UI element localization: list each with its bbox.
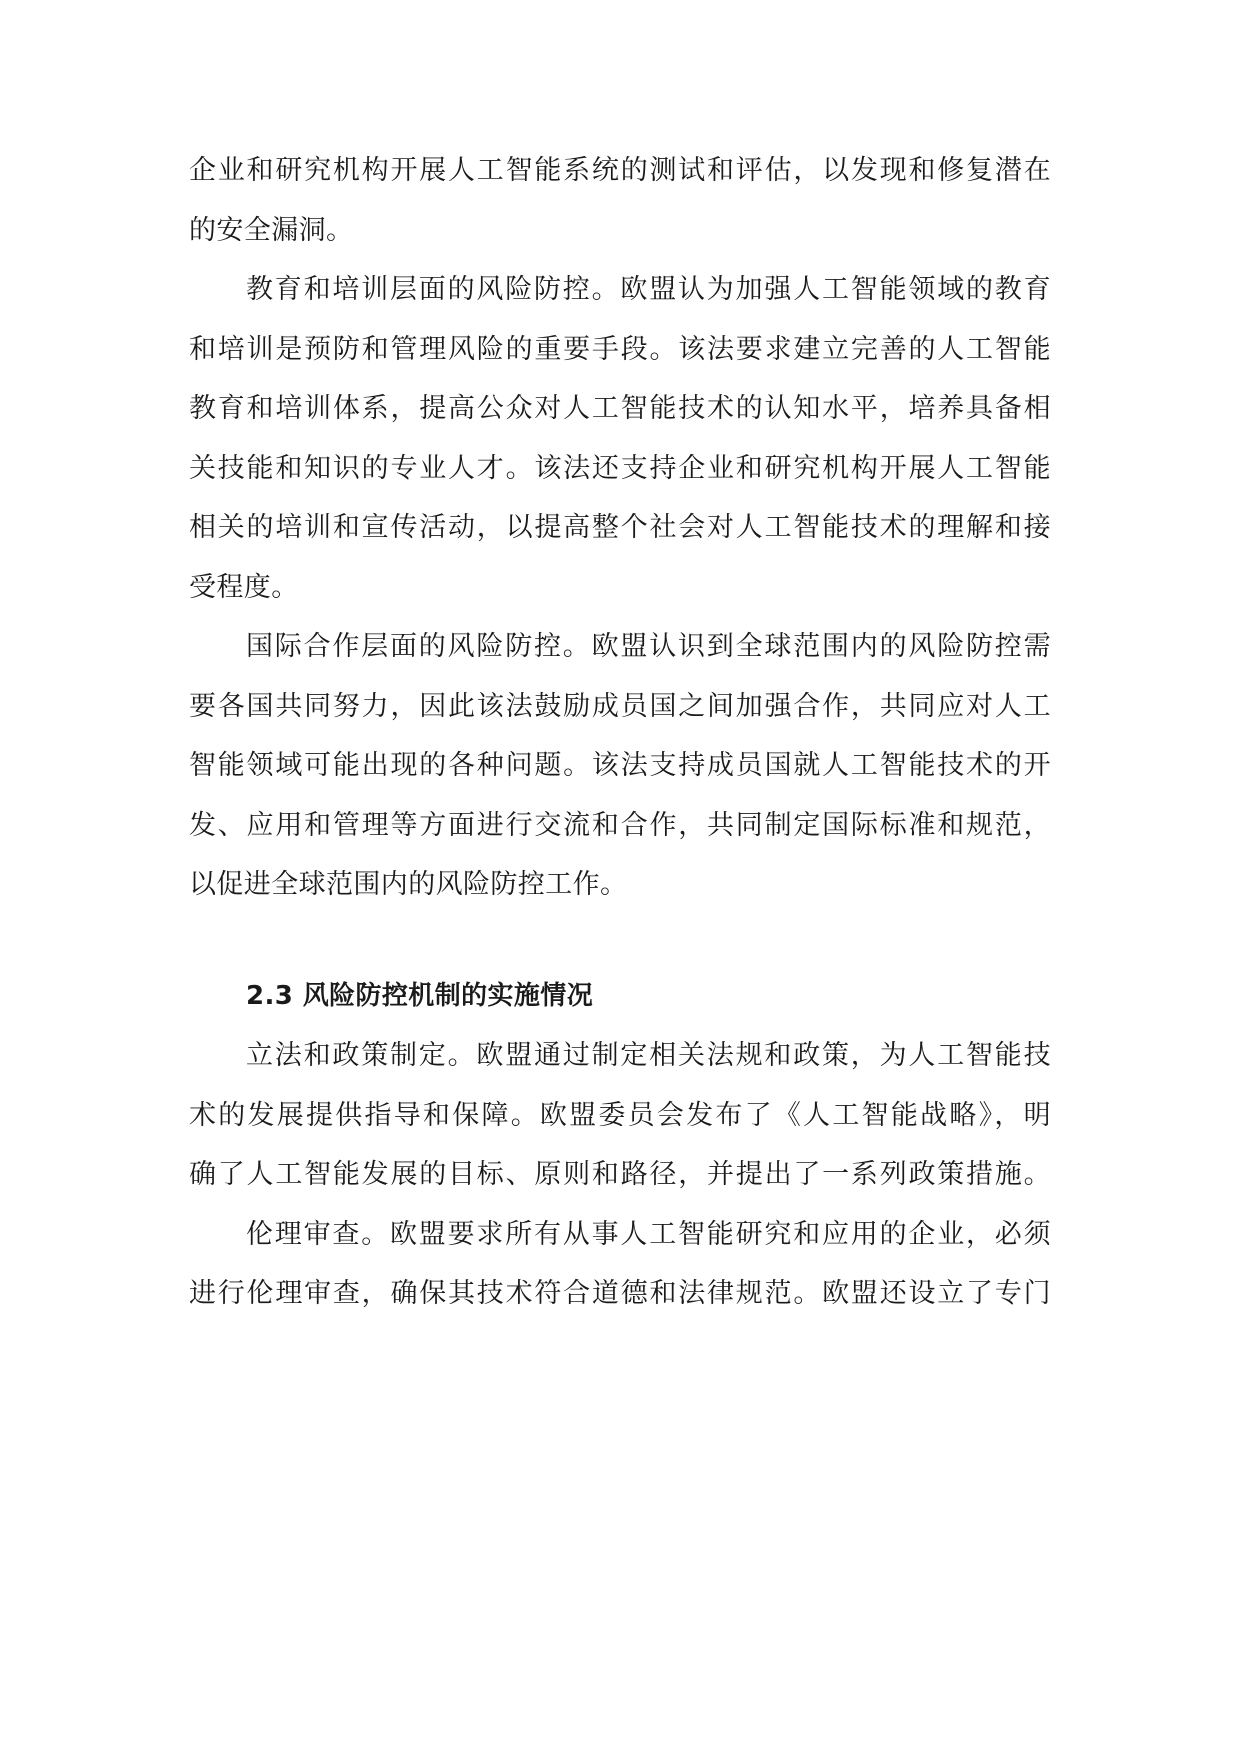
paragraph-testing-evaluation [189, 141, 1051, 260]
text-line: 教育和培训体系，提高公众对人工智能技术的认知水平，培养具备相 [189, 393, 1051, 424]
text-line: 企业和研究机构开展人工智能系统的测试和评估，以发现和修复潜在 [189, 155, 1051, 186]
paragraph-legislation-policy [189, 1026, 1051, 1205]
text-line: 相关的培训和宣传活动，以提高整个社会对人工智能技术的理解和接 [189, 512, 1051, 543]
paragraph-international-cooperation [189, 617, 1051, 915]
text-line: 的安全漏洞。 [189, 214, 354, 246]
text-line: 智能领域可能出现的各种问题。该法支持成员国就人工智能技术的开 [189, 750, 1051, 781]
text-line: 关技能和知识的专业人才。该法还支持企业和研究机构开展人工智能 [189, 452, 1051, 484]
paragraph-ethics-review [189, 1205, 1051, 1324]
text-line: 教育和培训层面的风险防控。欧盟认为加强人工智能领域的教育 [246, 274, 1051, 305]
text-line: 以促进全球范围内的风险防控工作。 [189, 869, 628, 900]
paragraph-education-training [189, 260, 1051, 617]
text-line: 受程度。 [189, 571, 299, 603]
text-line: 确了人工智能发展的目标、原则和路径，并提出了一系列政策措施。 [189, 1159, 1051, 1190]
section-heading: 2.3 风险防控机制的实施情况 [246, 980, 594, 1011]
text-line: 进行伦理审查，确保其技术符合道德和法律规范。欧盟还设立了专门 [189, 1278, 1051, 1309]
document-body [189, 141, 1051, 1324]
text-line: 立法和政策制定。欧盟通过制定相关法规和政策，为人工智能技 [246, 1040, 1051, 1071]
text-line: 要各国共同努力，因此该法鼓励成员国之间加强合作，共同应对人工 [189, 690, 1051, 722]
text-line: 国际合作层面的风险防控。欧盟认识到全球范围内的风险防控需 [246, 631, 1051, 662]
text-line: 和培训是预防和管理风险的重要手段。该法要求建立完善的人工智能 [189, 333, 1051, 365]
text-line: 伦理审查。欧盟要求所有从事人工智能研究和应用的企业，必须 [246, 1218, 1051, 1250]
text-line: 发、应用和管理等方面进行交流和合作，共同制定国际标准和规范， [189, 809, 1051, 841]
text-line: 术的发展提供指导和保障。欧盟委员会发布了《人工智能战略》，明 [189, 1099, 1051, 1131]
